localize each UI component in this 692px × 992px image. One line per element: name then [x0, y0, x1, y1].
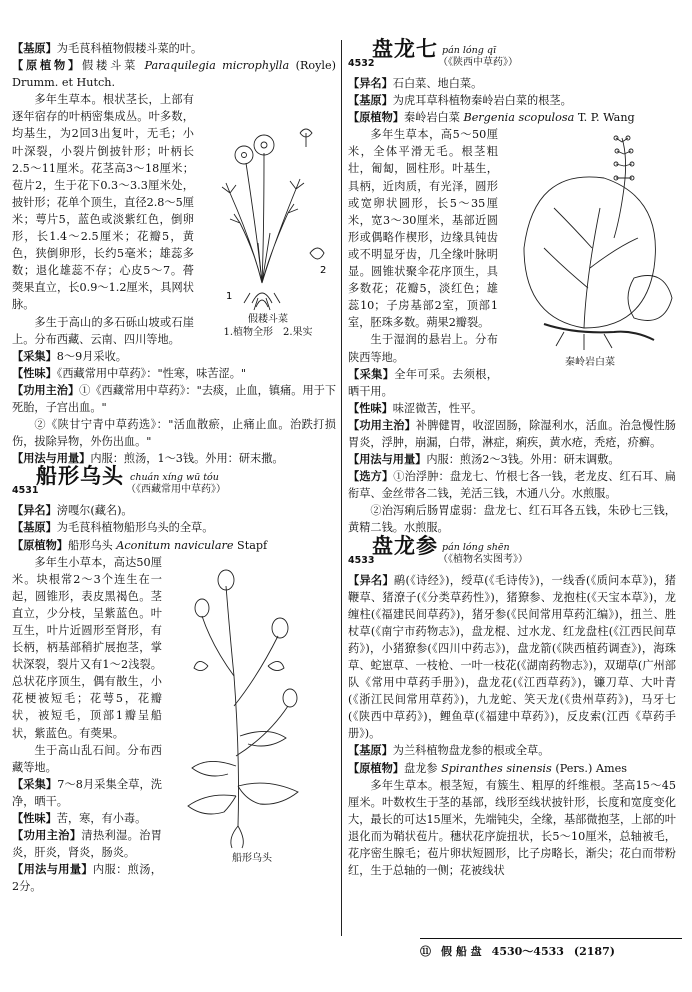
aconitum-illustration: [168, 556, 336, 852]
figure-paraquilegia: [200, 93, 336, 339]
entry-pinyin: pán lóng qī: [442, 45, 496, 56]
entry-source: （《陕西中草药》）: [438, 57, 518, 68]
page-footer: [420, 938, 682, 960]
plant-author: (Royle) Drumm. et Hutch.: [12, 59, 336, 90]
entry-heading-4531: [12, 464, 336, 500]
collection-paragraph: [12, 348, 336, 365]
function-text: 补脾健胃，收涩固肠，除湿利水，活血。治急慢性肠胃炎，浮肿，崩漏，白带，淋症，痢疾，黄水疮，秃疮，疥癣。: [348, 418, 676, 449]
entry-name: 盘龙参: [372, 533, 438, 558]
basis-tag: 【基原】: [12, 520, 57, 535]
basis-tag: 【基原】: [12, 41, 57, 55]
right-column: [348, 37, 676, 879]
alias-text: 鹝(《诗经》)，绶草(《毛诗传》)，一线香(《质问本草》)，猪鞭草、猪潦子(《分类草药性》)，猪獠参、龙抱柱(《天宝本草》)，龙缠柱(《福建民间草药》)，猪牙参(《民间常用草药汇编》)，扭兰、胜杖草(《南宁市药物志》)，盘龙棍、过水龙、红龙盘柱(《江西民间草药》)，小猪獠参(《四川中药志》)，盘龙箭(《陕西植药调查》)，海珠草、蛇崽草、一枝枪、一叶一枝花(《湖南药物志》)，双瑚草(广州部队《常用中草药手册》)，盘龙花(《江西草药》)，镰刀草、大叶青(《浙江民间常用草药》)，九龙蛇、笑天龙(《贵州草药》)，马牙七(《陕西中草药》)，鲤鱼草(《福建中草药》)，反皮索(江西《草药手册》)。: [348, 573, 676, 741]
basis-tag: 【基原】: [348, 743, 393, 758]
prescription-text-1: ①治浮肿：盘龙七、竹根七各一钱，老龙皮、红石耳、扁衔草、金丝带各二钱，羌活三钱，木通八分。水煎服。: [348, 470, 676, 501]
collection-paragraph: [348, 366, 676, 400]
figure-aconitum: [168, 556, 336, 865]
original-plant-paragraph: [348, 109, 676, 126]
figure-caption: 船形乌头: [232, 852, 272, 864]
usage-tag: 【用法与用量】: [12, 862, 93, 877]
description-paragraph: 多年生草本。根状茎长，上部有逐年宿存的叶柄密集成丛。叶多数，均基生，为2回3出复叶，无毛；小叶深裂，小裂片倒披针形；叶柄长2.5～11厘米。花茎高3～18厘米；苞片2，生于花下0.3～3.3厘米处，披针形；花单个顶生，直径2.8～5厘米；萼片5，蓝色或淡紫红色，倒卵形，长1.4～2.5厘米；花瓣5，黄色，狭倒卵形，长约5毫米；雄蕊多数；退化雄蕊不存；心皮5～7。蓇葖果直立，长0.9～1.2厘米，具网状脉。: [12, 93, 194, 312]
habitat-paragraph: 多生于高山的多石砾山坡或石崖上。分布西藏、云南、四川等地。: [12, 315, 194, 346]
function-text: 清热利湿。治胃炎，肝炎，肾炎，肠炎。: [12, 829, 162, 860]
plant-latin-name: Paraquilegia microphylla: [144, 59, 290, 73]
entry-source: （《植物名实图考》）: [438, 553, 528, 565]
original-plant-tag: 【原植物】: [348, 760, 404, 775]
nature-text: 《西藏常用中草药》："性寒，味苦涩。": [56, 366, 247, 380]
prescription-tag: 【选方】: [348, 469, 394, 484]
usage-text: 内服：煎汤，2分。: [12, 863, 162, 894]
prescription-paragraph: [348, 468, 676, 502]
collection-text: 7～8月采集全草，洗净，晒干。: [12, 777, 162, 808]
alias-text: 滂嘎尔(藏名)。: [56, 504, 133, 518]
plant-latin-name: Aconitum naviculare: [116, 538, 234, 552]
collection-text: 全年可采。去须根，晒干用。: [348, 367, 498, 398]
entry-number: 4531: [12, 485, 39, 497]
function-paragraph: [348, 417, 676, 451]
habitat-paragraph: 生于湿润的悬岩上。分布陕西等地。: [348, 333, 498, 364]
collection-tag: 【采集】: [12, 776, 58, 791]
function-tag: 【功用主治】: [348, 417, 416, 432]
entry-number: 4532: [348, 58, 375, 69]
usage-tag: 【用法与用量】: [12, 451, 91, 466]
original-plant-tag: 【原植物】: [348, 110, 404, 125]
basis-text: 为兰科植物盘龙参的根或全草。: [392, 744, 550, 758]
original-plant-paragraph: [12, 57, 336, 91]
plant-cn-name: 秦岭岩白菜: [403, 111, 460, 125]
alias-tag: 【异名】: [348, 572, 395, 587]
basis-text: 为虎耳草科植物秦岭岩白菜的根茎。: [392, 94, 572, 108]
entry-name: 船形乌头: [36, 464, 124, 489]
collection-text: 8～9月采收。: [56, 349, 127, 363]
basis-text: 为毛茛科植物船形乌头的全草。: [56, 521, 214, 535]
page-number: (2187): [573, 944, 615, 958]
bergenia-illustration: [504, 128, 676, 356]
plant-cn-name: 盘龙参: [403, 761, 438, 775]
nature-paragraph: [12, 365, 336, 382]
basis-paragraph: [348, 92, 676, 109]
description-paragraph: 多年生草本，高5～50厘米，全体平滑无毛。根茎粗壮，匍匐，圆柱形。叶基生，具柄，近肉质，有光泽，圆形或宽卵状圆形，长5～35厘米，宽3～30厘米，基部近圆形或偶略作楔形，边缘具钝齿或不明显牙齿，几全缘叶脉明显。圆锥状聚伞花序顶生，具多数花；花瓣5，淡红色；雄蕊10；子房基部2室，顶部1室，胚珠多数。蒴果2瓣裂。: [348, 128, 498, 330]
plant-latin-name: Bergenia scopulosa: [463, 111, 575, 125]
plant-author: (Pers.) Ames: [555, 761, 627, 775]
alias-paragraph: [348, 75, 676, 92]
volume-marker: ⑪: [420, 945, 431, 958]
collection-tag: 【采集】: [12, 348, 57, 363]
figure-label-2: 2: [320, 265, 327, 277]
entry-pinyin: chuán xíng wū tóu: [130, 472, 219, 484]
nature-tag: 【性味】: [348, 400, 393, 415]
usage-text: 内服：煎汤，1～3钱。外用：研末撒。: [90, 452, 284, 466]
basis-text: 为毛茛科植物假耧斗菜的叶。: [56, 42, 203, 55]
entry-pinyin: pán lóng shēn: [442, 541, 510, 553]
basis-paragraph: [12, 40, 336, 57]
function-paragraph: [12, 382, 336, 416]
nature-text: 味涩微苦，性平。: [392, 401, 483, 415]
usage-tag: 【用法与用量】: [348, 452, 427, 467]
plant-cn-name: 假耧斗菜: [82, 59, 139, 73]
entry-name: 盘龙七: [372, 37, 438, 61]
alias-tag: 【异名】: [348, 76, 393, 90]
figure-caption-title: 假耧斗菜: [248, 314, 288, 326]
column-divider: [341, 40, 342, 936]
alias-tag: 【异名】: [12, 503, 57, 518]
original-plant-paragraph: [348, 760, 676, 777]
figure-caption: 秦岭岩白菜: [565, 357, 615, 369]
function-paragraph-2: ②《陕甘宁青中草药选》："活血散瘀，止痛止血。治跌打损伤，拔除异物，外伤出血。": [12, 418, 336, 449]
left-column: [12, 40, 336, 896]
figure-label-1: 1: [226, 291, 233, 303]
prescription-paragraph-2: ②治泻痢后肠胃虚弱：盘龙七、红石耳各五钱，朱砂七三钱，黄精二钱。水煎服。: [348, 504, 676, 535]
entry-heading-4533: [348, 533, 676, 570]
alias-paragraph: [12, 502, 336, 519]
description-paragraph: 多年生小草本，高达50厘米。块根常2～3个连生在一起，圆锥形，表皮黑褐色。茎直立，少分枝，呈紫蓝色。叶互生，叶片近圆形至肾形，有长柄，柄基部稍扩展抱茎，掌状深裂，裂片又有1～2浅裂。总状花序顶生，偶有散生，小花梗被短毛；花萼5，花瓣状，被短毛，顶部1瓣呈船状，紫蓝色。有葖果。: [12, 555, 162, 740]
entry-source: （《西藏常用中草药》）: [126, 484, 226, 496]
function-text-1: ①《西藏常用中草药》："去痰，止血，镇痛。用于下死胎，子宫出血。": [12, 383, 337, 414]
plant-author: Stapf: [237, 538, 268, 552]
description-paragraph: 多年生草本。根茎短，有簇生、粗厚的纤维根。茎高15～45厘米。叶数枚生于茎的基部，线形至线状披针形，长度和宽度变化大，最长的可达15厘米，先端钝尖，全缘，基部微抱茎，上部的叶退化而为鞘状苞片。穗状花序旋扭状，长5～10厘米，总轴被毛，花序密生腺毛；苞片卵状短圆形，比子房略长，渐尖；花白而带粉红，生于总轴的一侧；花被线状: [348, 778, 676, 878]
usage-paragraph: [348, 451, 676, 468]
collection-tag: 【采集】: [348, 366, 395, 381]
basis-paragraph: [348, 742, 676, 759]
basis-paragraph: [12, 519, 336, 536]
figure-caption-legend: 1.植物全形 2.果实: [223, 327, 313, 339]
paraquilegia-illustration: [200, 93, 336, 313]
plant-author: T. P. Wang: [577, 111, 635, 125]
nature-text: 苦，寒，有小毒。: [56, 812, 147, 826]
function-tag: 【功用主治】: [12, 828, 82, 843]
habitat-paragraph: 生于高山乱石间。分布西藏等地。: [12, 743, 162, 774]
entry-number: 4533: [348, 554, 375, 566]
original-plant-tag: 【原植物】: [12, 58, 83, 73]
alias-paragraph: [348, 572, 676, 743]
figure-bergenia: [504, 128, 676, 369]
nature-tag: 【性味】: [12, 811, 57, 826]
footer-entry-range: 4530～4533: [491, 945, 564, 958]
nature-tag: 【性味】: [12, 365, 57, 380]
basis-tag: 【基原】: [348, 93, 393, 108]
original-plant-paragraph: [12, 537, 336, 554]
usage-paragraph: [12, 861, 336, 895]
plant-latin-name: Spiranthes sinensis: [441, 761, 552, 775]
plant-cn-name: 船形乌头: [67, 538, 113, 552]
footer-range-name: 假 船 盘: [441, 945, 482, 958]
function-tag: 【功用主治】: [12, 382, 80, 397]
entry-heading-4532: [348, 37, 676, 73]
nature-paragraph: [348, 400, 676, 417]
original-plant-tag: 【原植物】: [12, 537, 68, 552]
usage-text: 内服：煎汤2～3钱。外用：研末调敷。: [426, 453, 620, 467]
alias-text: 石白菜、地白菜。: [392, 77, 483, 90]
